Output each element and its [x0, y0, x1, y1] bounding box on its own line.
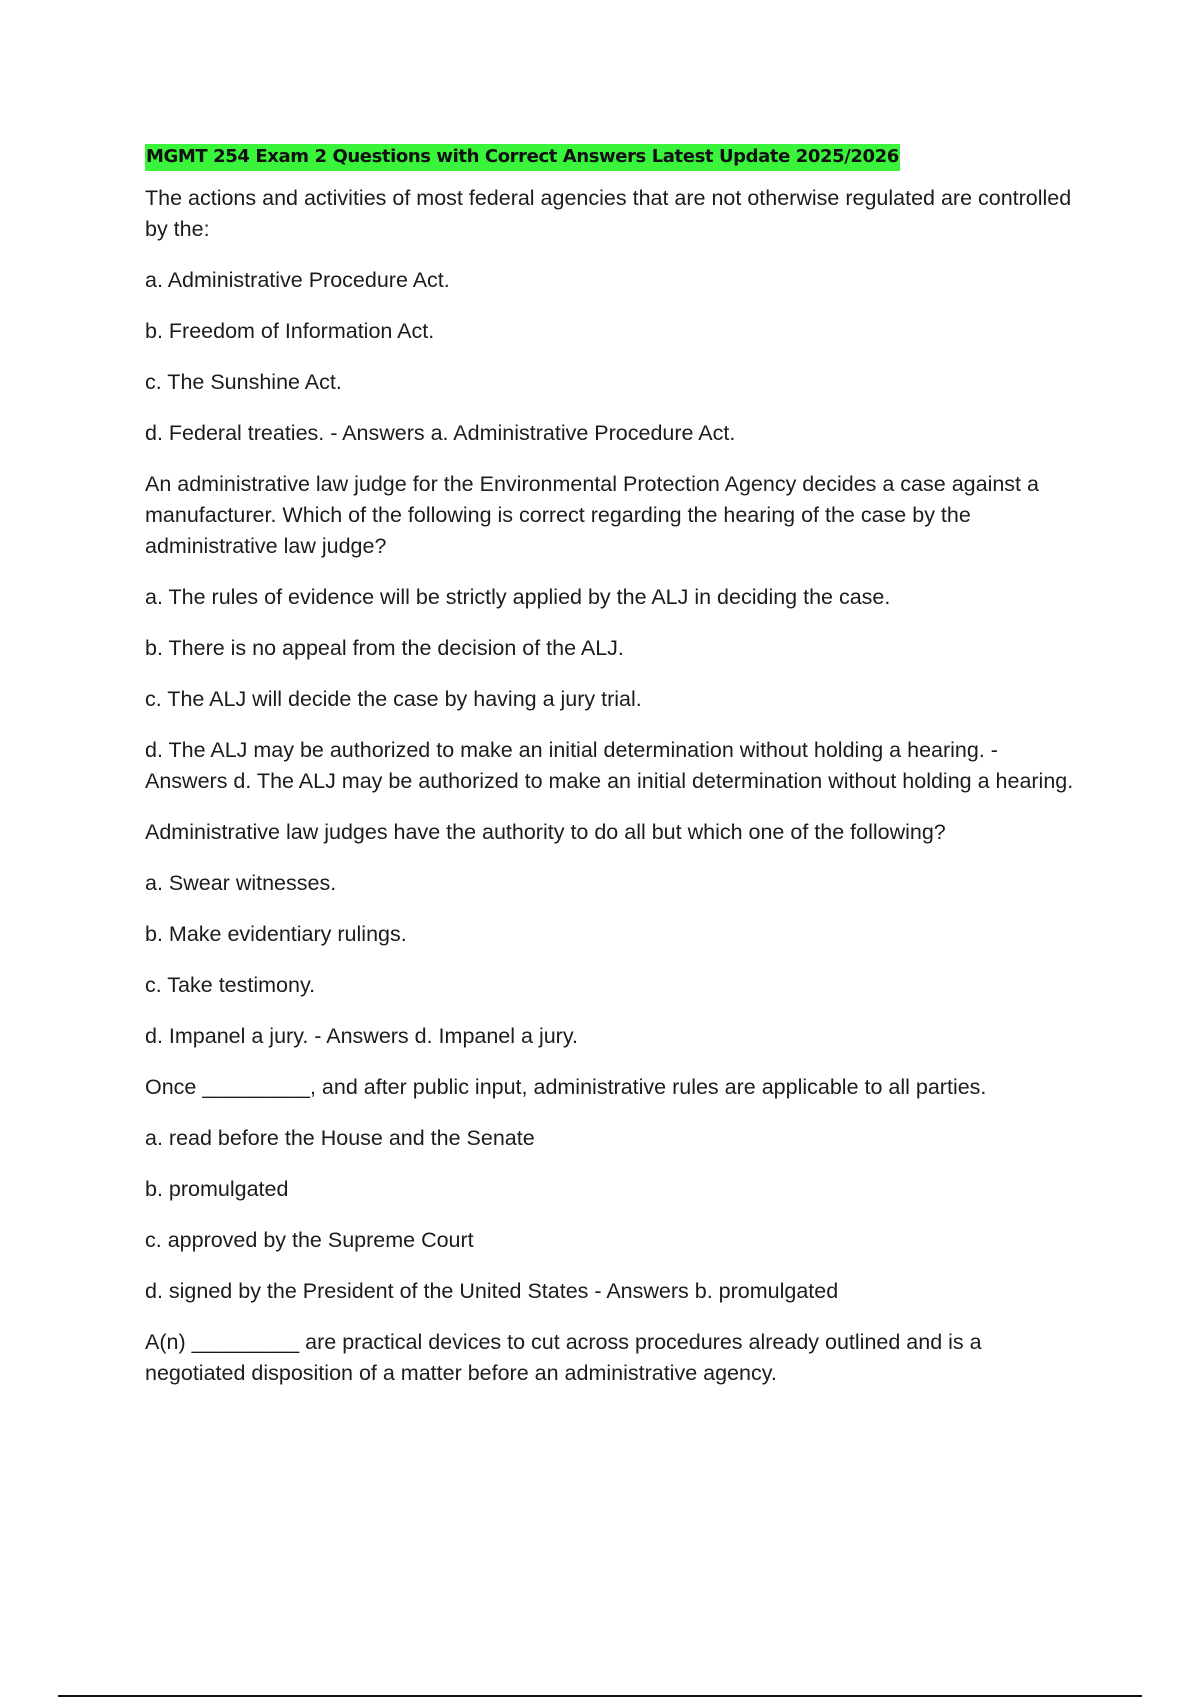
question-4-option-b: b. promulgated: [145, 1177, 289, 1201]
page-bottom-rule: [58, 1695, 1142, 1697]
question-2-stem: An administrative law judge for the Environmental Protection Agency decides a case against a manufacturer. Which of the following is correct regarding the hearing of the case by the administrative law judge?: [145, 472, 1039, 558]
question-3-option-d-answer: d. Impanel a jury. - Answers d. Impanel a jury.: [145, 1024, 578, 1048]
question-4-option-c: c. approved by the Supreme Court: [145, 1228, 474, 1252]
question-4-stem: Once _________, and after public input, administrative rules are applicable to all parties.: [145, 1075, 987, 1099]
question-1-stem: The actions and activities of most federal agencies that are not otherwise regulated are controlled by the:: [145, 186, 1072, 241]
question-3-option-b: b. Make evidentiary rulings.: [145, 922, 407, 946]
document-title: MGMT 254 Exam 2 Questions with Correct Answers Latest Update 2025/2026: [145, 144, 900, 171]
document-page: [145, 144, 1085, 1409]
question-4-option-d-answer: d. signed by the President of the United States - Answers b. promulgated: [145, 1279, 839, 1303]
question-1-option-a: a. Administrative Procedure Act.: [145, 268, 450, 292]
question-3-option-a: a. Swear witnesses.: [145, 871, 337, 895]
question-3-option-c: c. Take testimony.: [145, 973, 316, 997]
question-1-option-d-answer: d. Federal treaties. - Answers a. Administrative Procedure Act.: [145, 421, 736, 445]
question-2-option-d-answer: d. The ALJ may be authorized to make an initial determination without holding a hearing. - Answers d. The ALJ may be authorized to make an initial determination without holding a hearing.: [145, 738, 1074, 793]
question-2-option-b: b. There is no appeal from the decision of the ALJ.: [145, 636, 624, 660]
question-2-option-a: a. The rules of evidence will be strictly applied by the ALJ in deciding the case.: [145, 585, 891, 609]
question-3-stem: Administrative law judges have the authority to do all but which one of the following?: [145, 820, 946, 844]
question-4-option-a: a. read before the House and the Senate: [145, 1126, 535, 1150]
question-1-option-b: b. Freedom of Information Act.: [145, 319, 435, 343]
question-1-option-c: c. The Sunshine Act.: [145, 370, 342, 394]
question-5-stem: A(n) _________ are practical devices to cut across procedures already outlined and is a negotiated disposition of a matter before an administrative agency.: [145, 1330, 982, 1385]
question-2-option-c: c. The ALJ will decide the case by having a jury trial.: [145, 687, 642, 711]
